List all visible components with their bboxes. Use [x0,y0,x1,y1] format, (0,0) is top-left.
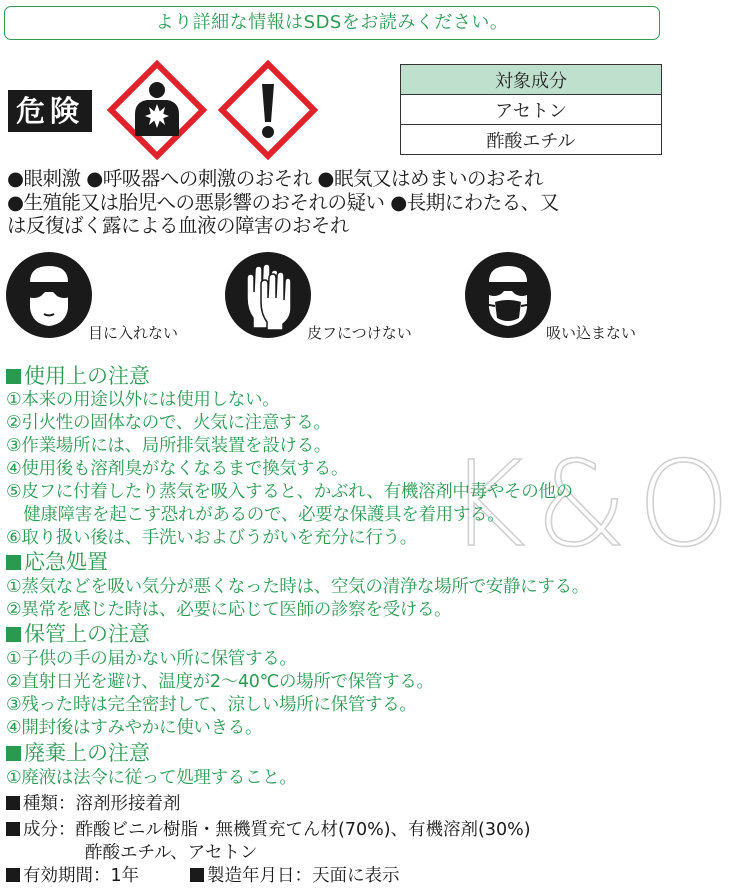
ppe-label: 皮フにつけない [307,324,412,342]
safety-goggles-icon [6,252,92,338]
ingredients-header: 対象成分 [401,65,662,95]
green-square-icon [6,627,21,642]
ingredient-row: アセトン [401,95,662,125]
black-square-icon [190,868,204,882]
face-mask-icon [465,252,551,338]
list-item: ③作業場所には、局所排気装置を設ける。 [6,436,331,456]
exclamation-mark-icon [218,60,318,160]
section-usage-title: 使用上の注意 [6,364,150,388]
product-composition: 成分：酢酸ビニル樹脂・無機質充てん材(70%)、有機溶剤(30%) [6,820,531,840]
health-hazard-icon [107,60,207,160]
hazard-statement: は反復ばく露による血液の障害のおそれ [7,214,350,237]
hazard-statement: ●眼刺激 ●呼吸器への刺激のおそれ ●眠気又はめまいのおそれ [7,167,543,190]
black-square-icon [6,868,20,882]
green-square-icon [6,746,21,761]
watermark: K&O [448,435,740,573]
list-item: ②異常を感じた時は、必要に応じて医師の診察を受ける。 [6,600,452,620]
list-item: ①蒸気などを吸い気分が悪くなった時は、空気の清浄な場所で安静にする。 [6,577,589,597]
section-disposal-title: 廃棄上の注意 [6,741,150,765]
green-square-icon [6,555,21,570]
hazard-statement: ●生殖能又は胎児への悪影響のおそれの疑い ●長期にわたる、又 [7,191,559,214]
ppe-label: 目に入れない [88,324,179,342]
ppe-label: 吸い込まない [546,324,637,342]
shelf-life: 有効期間：1年 [6,866,139,886]
list-item: ①本来の用途以外には使用しない。 [6,390,280,410]
product-type: 種類：溶剤形接着剤 [6,794,181,814]
black-square-icon [6,796,20,810]
product-composition-solvents: 酢酸エチル、アセトン [85,843,258,863]
list-item: ①子供の手の届かない所に保管する。 [6,649,297,669]
manufacture-date: 製造年月日：天面に表示 [190,866,400,886]
list-item: ②直射日光を避け、温度が2〜40℃の場所で保管する。 [6,672,434,692]
black-square-icon [6,822,20,836]
list-item: ⑥取り扱い後は、手洗いおよびうがいを充分に行う。 [6,528,417,548]
list-item: ④使用後も溶剤臭がなくなるまで換気する。 [6,459,349,479]
list-item: ②引火性の固体なので、火気に注意する。 [6,413,331,433]
ingredient-row: 酢酸エチル [401,125,662,155]
section-first-aid-title: 応急処置 [6,550,108,574]
list-item: ③残った時は完全密封して、涼しい場所に保管する。 [6,695,417,715]
list-item: ④開封後はすみやかに使いきる。 [6,718,263,738]
list-item: ①廃液は法令に従って処理すること。 [6,768,297,788]
ingredients-table [400,64,662,155]
sds-banner: より詳細な情報はSDSをお読みください。 [4,6,660,40]
section-storage-title: 保管上の注意 [6,622,150,646]
protective-gloves-icon [225,252,311,338]
danger-badge: 危険 [8,90,92,132]
green-square-icon [6,369,21,384]
list-item: ⑤皮フに付着したり蒸気を吸入すると、かぶれ、有機溶剤中毒やその他の [6,482,573,502]
list-item: 健康障害を起こす恐れがあるので、必要な保護具を着用する。 [6,505,505,525]
